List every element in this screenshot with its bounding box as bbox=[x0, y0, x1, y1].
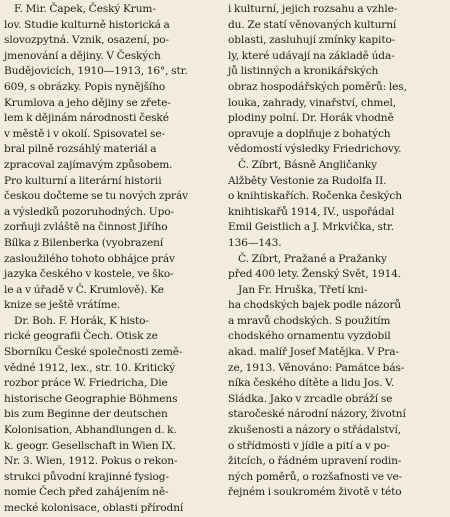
text-line: plodiny polní. Dr. Horák vhodně bbox=[228, 112, 394, 125]
text-line: i kulturní, jejich rozsahu a vzhle- bbox=[228, 3, 398, 15]
text-line: akad. malíř Josef Matějka. V Pra- bbox=[228, 346, 399, 359]
text-line: 609, s obrázky. Popis nynějšího bbox=[4, 80, 166, 93]
text-line: ly, které udávají na základě úda- bbox=[228, 49, 395, 62]
text-line: ze, 1913. Věnováno: Památce bás- bbox=[228, 361, 405, 374]
text-line: du. Ze statí věnovaných kulturní bbox=[228, 18, 397, 31]
text-line: zpracoval zajímavým způsobem. bbox=[4, 158, 173, 171]
text-line: před 400 lety. Ženský Svět, 1914. bbox=[228, 268, 402, 281]
text-line: bis zum Beginne der deutschen bbox=[4, 408, 168, 421]
text-line: staročeské národní názory, životní bbox=[228, 408, 406, 421]
text-line: ných poměrů, o rozšafnosti ve ve- bbox=[228, 470, 403, 483]
text-line: v městě i v okolí. Spisovatel se- bbox=[4, 127, 165, 140]
text-line: F. Mir. Čapek, Český Krum- bbox=[14, 3, 156, 15]
text-line: Pro kulturní a literární historii bbox=[4, 174, 162, 187]
text-line: zkušenosti a názory o střádalství, bbox=[228, 424, 402, 437]
text-line: jmenování a dějiny. V Českých bbox=[4, 49, 161, 62]
right-column bbox=[228, 2, 446, 499]
text-line: knize se ještě vrátíme. bbox=[4, 299, 121, 312]
text-line: vědné 1912, lex., str. 10. Kritický bbox=[4, 361, 176, 374]
text-line: le a v úřadě v Č. Krumlově). Ke bbox=[4, 283, 164, 296]
text-line: Kolonisation, Abhandlungen d. k. bbox=[4, 424, 177, 437]
text-line: rické geografii Čech. Otisk ze bbox=[4, 330, 158, 343]
text-line: ha chodských bajek podle názorů bbox=[228, 299, 402, 312]
text-line: bral pilně rozsáhlý materiál a bbox=[4, 143, 157, 156]
text-line: knihtiskařů 1914, IV., uspořádal bbox=[228, 205, 395, 218]
text-line: rozbor práce W. Friedricha, Die bbox=[4, 377, 168, 390]
text-line: strukci původní krajinné fysiog- bbox=[4, 470, 169, 483]
text-line: Jan Fr. Hruška, Třetí kni- bbox=[238, 283, 368, 296]
text-line: Č. Zíbrt, Pražané a Pražanky bbox=[238, 252, 387, 265]
text-line: historische Geographie Böhmens bbox=[4, 392, 178, 405]
text-line: k. geogr. Gesellschaft in Wien IX. bbox=[4, 439, 176, 452]
text-line: řejném i soukromém životě v této bbox=[228, 486, 402, 499]
text-line: slovozpytná. Vznik, osazení, po- bbox=[4, 34, 169, 47]
text-line: Sládka. Jako v zrcadle obráží se bbox=[228, 392, 393, 405]
text-line: jů listinných a kronikářských bbox=[228, 65, 379, 78]
text-line: Dr. Boh. F. Horák, K histo- bbox=[14, 314, 149, 327]
text-line: lem k dějinám národnosti české bbox=[4, 112, 169, 125]
text-line: opravuje a doplňuje z bohatých bbox=[228, 127, 391, 140]
text-line: o střídmosti v jídle a pití a v po- bbox=[228, 439, 390, 452]
text-line: zasloužilého tohoto obhájce práv bbox=[4, 252, 175, 265]
text-line: Bílka z Bilenberka (vyobrazení bbox=[4, 236, 164, 249]
text-line: a výsledků pozoruhodných. Upo- bbox=[4, 205, 174, 218]
text-line: lov. Studie kulturně historická a bbox=[4, 18, 170, 31]
text-line: žitcích, o řádném upravení rodin- bbox=[228, 455, 402, 468]
text-line: Nr. 3. Wien, 1912. Pokus o rekon- bbox=[4, 455, 178, 468]
text-line: chodského ornamentu vyzdobil bbox=[228, 330, 391, 343]
text-line: 136—143. bbox=[228, 236, 282, 249]
text-line: vědomostí výsledky Friedrichovy. bbox=[228, 143, 402, 156]
text-line: českou dočteme se tu nových zpráv bbox=[4, 190, 189, 203]
text-line: Alžběty Vestonie za Rudolfa II. bbox=[228, 174, 387, 187]
text-line: louka, zahrady, vinařství, chmel, bbox=[228, 96, 396, 109]
left-column bbox=[4, 2, 222, 514]
text-line: Krumlova a jeho dějiny se zřete- bbox=[4, 96, 171, 109]
text-line: Č. Zíbrt, Básně Angličanky bbox=[238, 158, 377, 171]
text-line: oblasti, zasluhují zmínky kapito- bbox=[228, 34, 396, 47]
text-line: Budějovicích, 1910—1913, 16°, str. bbox=[4, 65, 188, 78]
text-line: zorňuji zvláště na činnost Jiřího bbox=[4, 221, 168, 234]
text-line: Emil Geistlich a J. Mrkvička, str. bbox=[228, 221, 394, 234]
text-line: mecké kolonisace, oblasti přírodní bbox=[4, 502, 184, 514]
text-line: níka českého dítěte a lidu Jos. V. bbox=[228, 377, 395, 390]
text-line: obraz hospodářských poměrů: les, bbox=[228, 80, 407, 93]
text-line: Sborníku České společnosti země- bbox=[4, 346, 183, 359]
text-line: o knihtiskařích. Ročenka českých bbox=[228, 190, 402, 203]
text-line: nomie Čech před zahájením ně- bbox=[4, 486, 169, 499]
text-line: a mravů chodských. S použitím bbox=[228, 314, 391, 327]
text-line: jazyka českého v kostele, ve ško- bbox=[4, 268, 174, 281]
